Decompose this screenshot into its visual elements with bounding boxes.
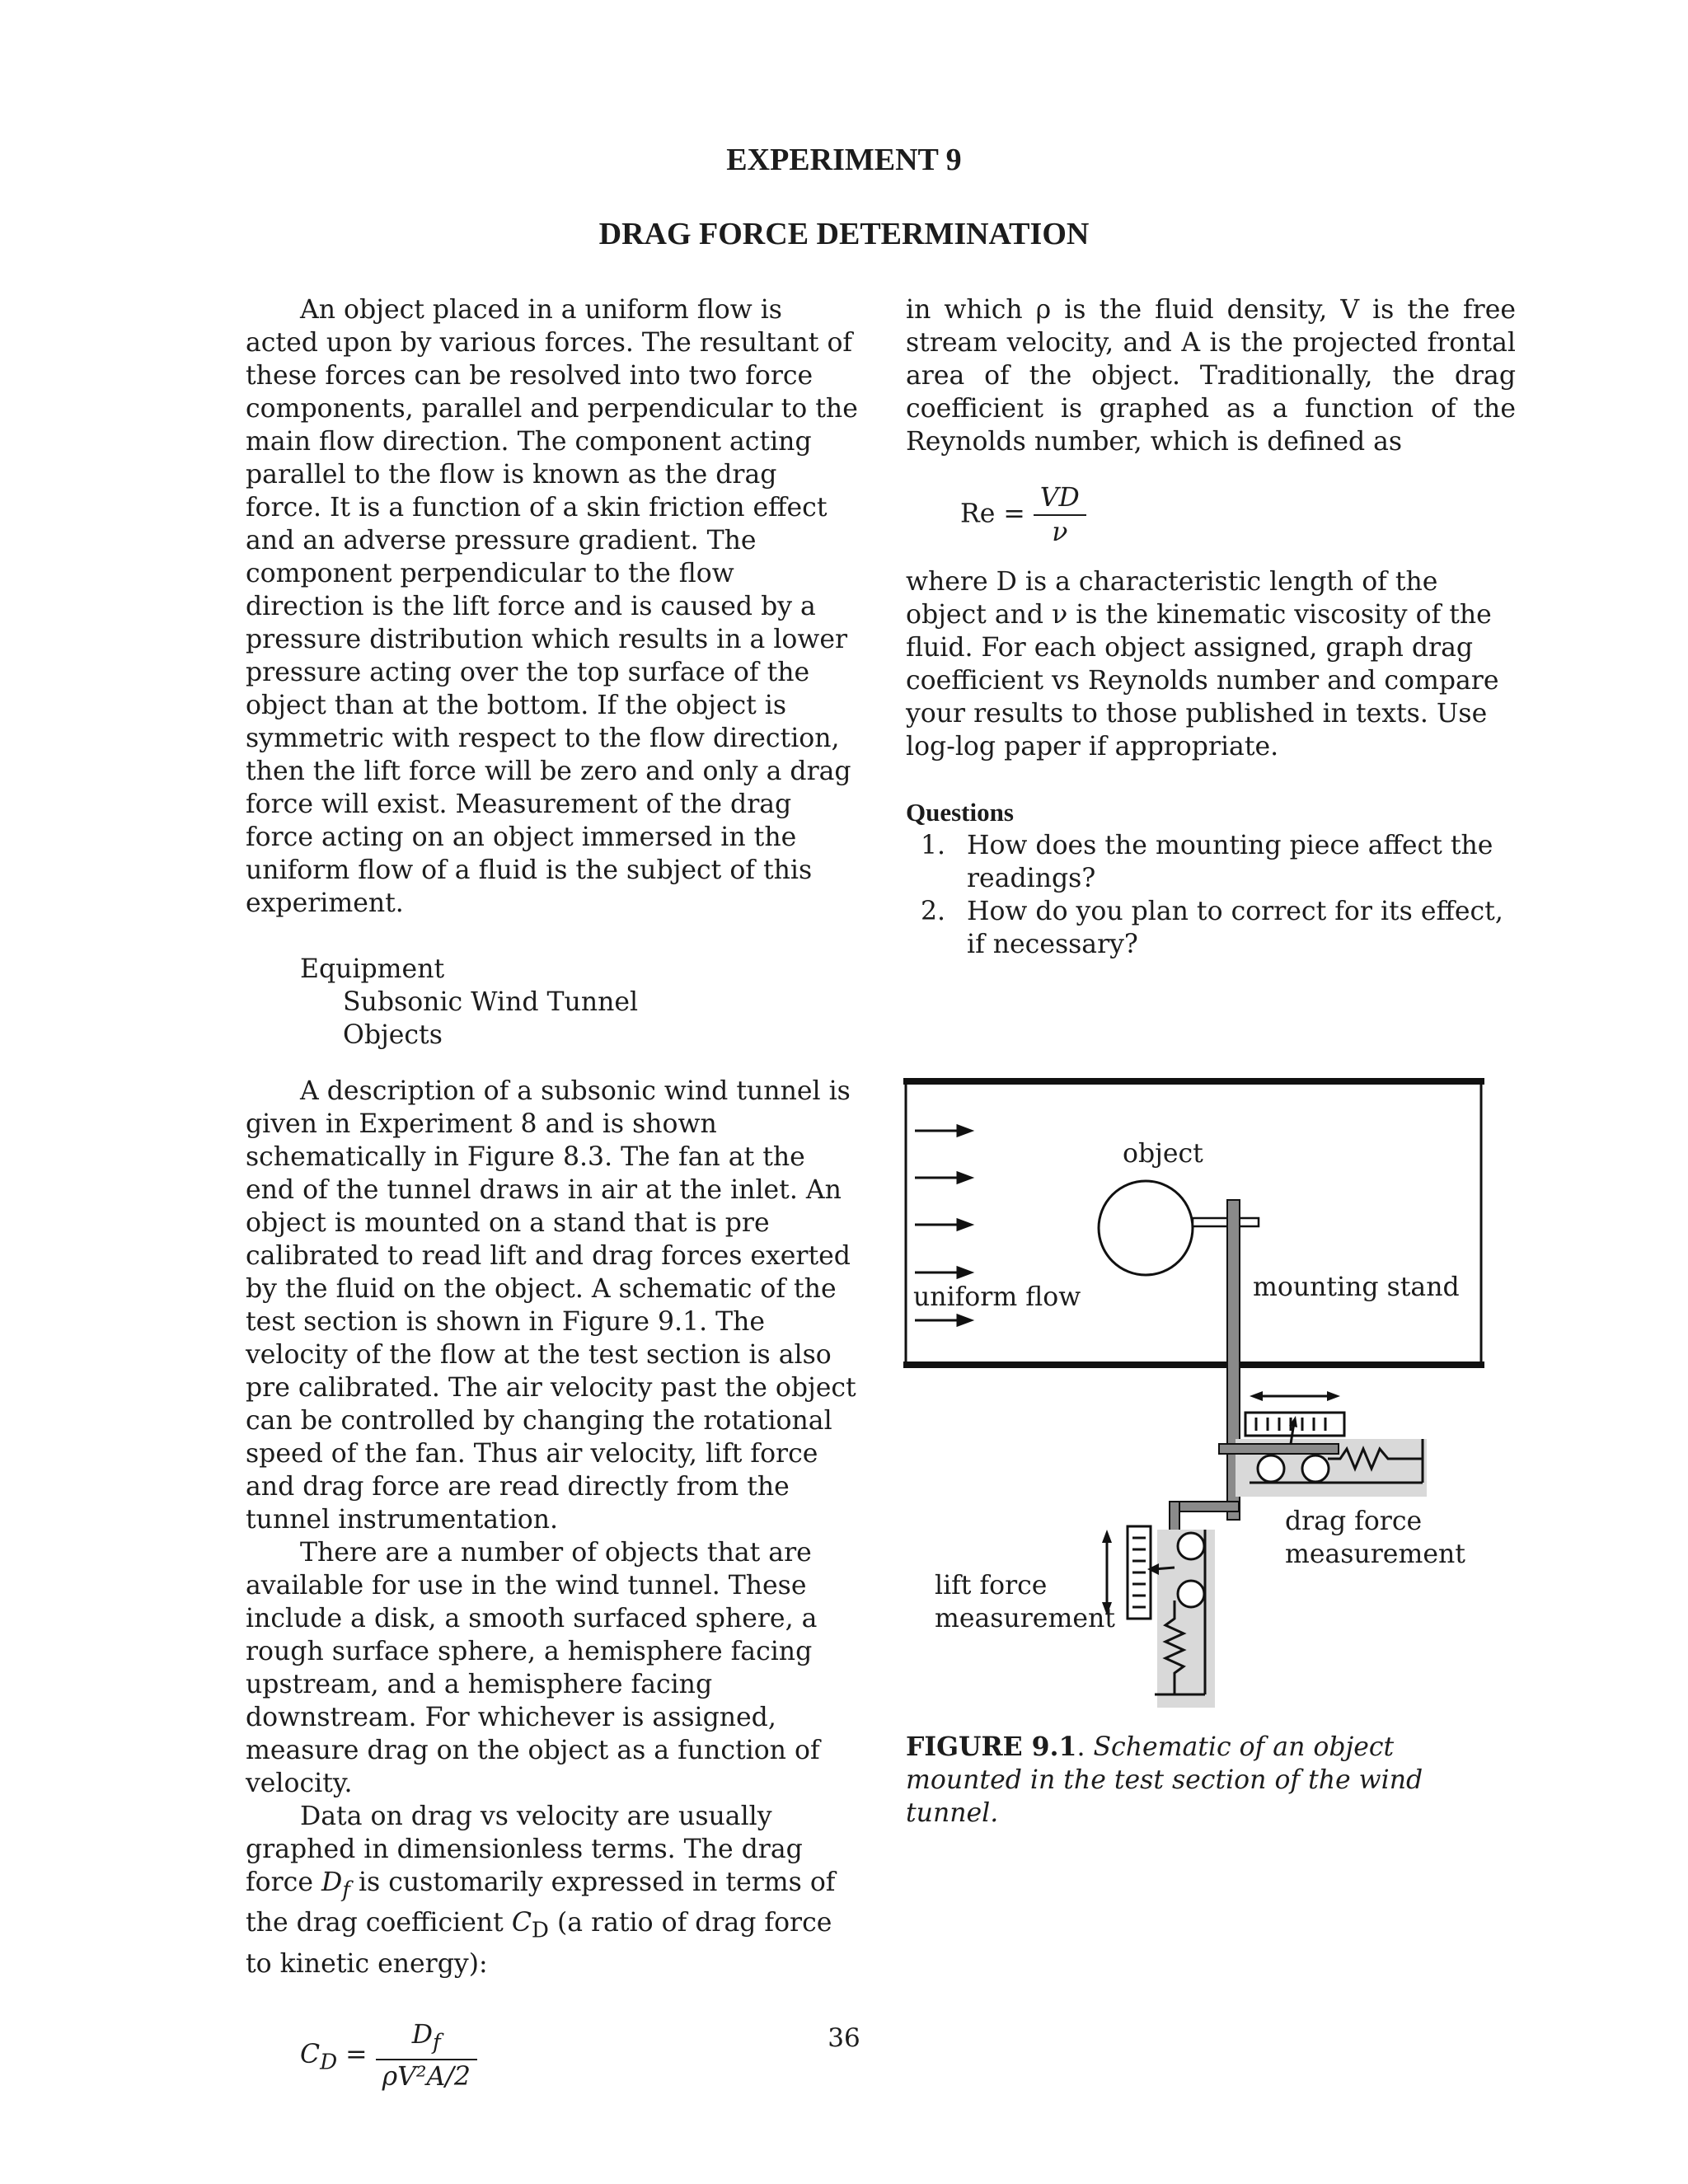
page-number: 36	[828, 2023, 860, 2053]
label-uniform-flow: uniform flow	[913, 1282, 1081, 1312]
lift-roller-bottom	[1178, 1581, 1204, 1607]
reynolds-equation: Re = $\frac{VD}{\nu}$	[960, 481, 1516, 549]
objects-paragraph: There are a number of objects that are available for use in the wind tunnel. These include a disk, a smooth surfaced sphere, a rough surface sphere, a hemisphere facing upstream, and a hemisphere facing downstream. For whichever is assigned, measure drag on the object as a function of velocity.	[246, 1538, 820, 1798]
equipment-heading: Equipment	[300, 954, 445, 984]
equipment-item: Subsonic Wind Tunnel	[343, 987, 639, 1017]
lift-gauge-ticks	[1132, 1538, 1146, 1607]
reynolds-paragraph: where D is a characteristic length of the object and ν is the kinematic viscosity of the fluid. For each object assigned, graph drag coefficient vs Reynolds number and compare your results to those published in texts. Use log-log paper if appropriate.	[906, 567, 1499, 762]
equipment-item: Objects	[343, 1020, 443, 1050]
label-object: object	[1123, 1139, 1203, 1169]
page-title: DRAG FORCE DETERMINATION	[598, 217, 1090, 251]
label-drag-measurement: measurement	[1285, 1540, 1465, 1569]
drag-arrow-right-head	[1327, 1391, 1340, 1401]
tunnel-description-paragraph: A description of a subsonic wind tunnel is given in Experiment 8 and is shown schematically in Figure 8.3. The fan at the end of the tunnel draws in air at the inlet. An object is mounted on a stand that is pre calibrated to read lift and drag forces exerted by the fluid on the object. A schematic of the test section is shown in Figure 9.1. The velocity of the flow at the test section is also pre calibrated. The air velocity past the object can be controlled by changing the rotational speed of the fan. Thus air velocity, lift force and drag force are read directly from the tunnel instrumentation.	[246, 1076, 856, 1535]
dimensionless-paragraph: Data on drag vs velocity are usually graphed in dimensionless terms. The drag force $D_f$ is customarily expressed in terms of the drag coefficient $C_D$ (a ratio of drag force to kinetic energy):	[246, 1802, 836, 1979]
object-mount-arm	[1193, 1218, 1259, 1226]
label-lift-measurement: measurement	[935, 1604, 1115, 1633]
drag-coefficient-equation: $C_D$ = $\frac{D_f}{\text{ρV²A/2}}$	[300, 2018, 860, 2093]
drag-arrow-left-head	[1250, 1391, 1263, 1401]
questions-heading: Questions	[906, 798, 1014, 827]
lift-roller-top	[1178, 1533, 1204, 1559]
experiment-number: EXPERIMENT 9	[726, 143, 962, 177]
figure-caption: FIGURE 9.1. Schematic of an object mounted in the test section of the wind tunnel.	[906, 1732, 1423, 1828]
density-paragraph: in which ρ is the fluid density, V is the free stream velocity, and A is the projected frontal area of the object. Traditionally, the drag coefficient is graphed as a function of the Reynolds number, which is defined as	[906, 295, 1516, 457]
list-item: 2. How do you plan to correct for its effect, if necessary?	[921, 897, 1503, 959]
label-lift-force: lift force	[935, 1571, 1048, 1601]
right-column	[906, 293, 1516, 961]
lift-arrow-up-head	[1102, 1530, 1112, 1543]
drag-roller-right	[1302, 1455, 1329, 1482]
drag-slider-bar	[1219, 1444, 1339, 1454]
questions-list	[906, 829, 1516, 961]
intro-paragraph: An object placed in a uniform flow is acted upon by various forces. The resultant of these forces can be resolved into two force components, parallel and perpendicular to the main flow direction. The component acting parallel to the flow is known as the drag force. It is a function of a skin friction effect and an adverse pressure gradient. The component perpendicular to the flow direction is the lift force and is caused by a pressure distribution which results in a lower pressure acting over the top surface of the object than at the bottom. If the object is symmetric with respect to the flow direction, then the lift force will be zero and only a drag force will exist. Measurement of the drag force acting on an object immersed in the uniform flow of a fluid is the subject of this experiment.	[246, 295, 858, 918]
tunnel-top-wall	[903, 1078, 1484, 1085]
object-sphere	[1099, 1181, 1193, 1275]
label-drag-force: drag force	[1285, 1507, 1423, 1536]
tunnel-bottom-wall	[903, 1361, 1484, 1368]
left-column	[246, 293, 860, 2093]
list-item: 1. How does the mounting piece affect the readings?	[921, 831, 1493, 893]
wind-tunnel-schematic	[903, 1068, 1513, 1711]
drag-roller-left	[1258, 1455, 1284, 1482]
equipment-list	[300, 953, 860, 1052]
label-mounting-stand: mounting stand	[1253, 1272, 1460, 1302]
